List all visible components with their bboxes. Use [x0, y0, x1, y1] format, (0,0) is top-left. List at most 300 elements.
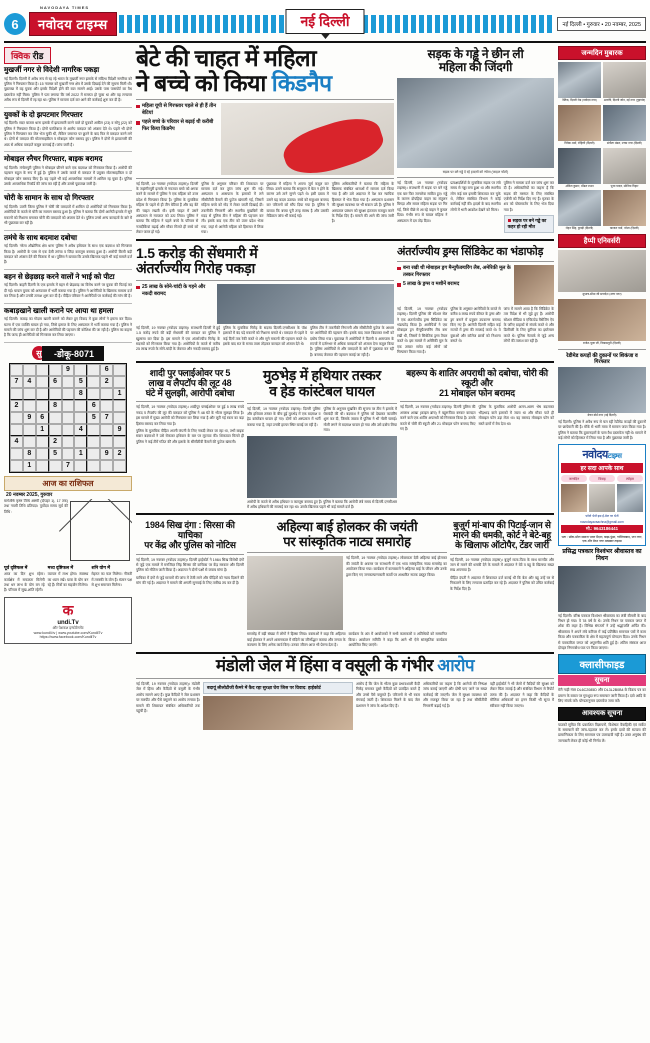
brief-headline: चोरी के सामान के साथ दो गिरफ्तार	[4, 193, 94, 203]
birthday-person	[603, 148, 646, 189]
sudoku-cell[interactable]	[100, 424, 113, 436]
story6-headline	[400, 368, 554, 398]
sudoku-cell[interactable]	[100, 460, 113, 472]
sudoku-cell[interactable]	[62, 400, 75, 412]
story-sikh-riots	[136, 518, 244, 648]
brief-item	[4, 111, 132, 153]
promo-chip: विवाह	[589, 475, 615, 482]
story2-headline-line1: 1.5 करोड़ की सेंधमारी में	[136, 244, 258, 261]
story-flyover-loot	[136, 366, 244, 510]
brief-headline: मोबाइल स्नैचर गिरफ्तार, बाइक बरामद	[4, 154, 103, 164]
sudoku-cell[interactable]: 9	[100, 448, 113, 460]
sudoku-cell[interactable]: 2	[49, 436, 62, 448]
obituary-section	[558, 549, 646, 651]
story6-body-col1: नई दिल्ली, 19 नवम्बर (नवोदय टाइम्स)। दिल्ली पुलिस की अपराध शाखा (क्राइम ब्रांच) ने बहुरूपिया बनकर वारदात करने वाले एक शातिर अपराधी को गिरफ्तार किया है। उसके कब्जे से चोरी की स्कूटी और 21 मोबाइल फोन बरामद किए गए हैं।	[400, 405, 476, 432]
sudoku-cell[interactable]	[23, 388, 36, 400]
sudoku-cell[interactable]: 1	[113, 388, 126, 400]
sudoku-cell[interactable]: 2	[10, 400, 23, 412]
promo-photo	[617, 484, 643, 512]
sudoku-header	[4, 346, 132, 361]
sudoku-cell[interactable]	[113, 436, 126, 448]
sudoku-cell[interactable]	[87, 436, 100, 448]
sudoku-cell[interactable]	[10, 448, 23, 460]
birthday-caption: विवेक शर्मा, रोहिणी (दिल्ली)	[564, 140, 595, 145]
birthday-caption: संगीता मंडल, उत्तम नगर (दिल्ली)	[606, 140, 643, 145]
sudoku-cell[interactable]	[36, 376, 49, 388]
brief-item	[4, 307, 132, 343]
birthday-caption: पूजा यादव, सोनिया विहार	[610, 183, 639, 188]
sudoku-cell[interactable]	[23, 400, 36, 412]
story3-body-col3: जांच में सामने आया है कि सिंडिकेट के तार विदेश से भी जुड़े हुए हैं। आरोपी सोशल मीडिया व एन्क्रिप्टेड मैसेजिंग ऐप के जरिए ग्राहकों से संपर्क करते थे और डिलीवरी के लिए कूरियर का इस्तेमाल करते थे। पुलिस नेटवर्क से जुड़े अन्य लोगों की तलाश कर रही है।	[503, 306, 554, 344]
sudoku-cell[interactable]: 7	[10, 376, 23, 388]
promo-note: फोटो भेजें इस ई-मेल पर भेजें	[585, 514, 619, 519]
birthday-person	[603, 190, 646, 231]
horoscope-section	[4, 476, 132, 594]
edition-city-tag: नई दिल्ली	[285, 9, 364, 34]
obituary-title: प्रसिद्ध पत्रकार विश्वंभर श्रीवास्तव का निधन	[562, 549, 642, 563]
birthday-caption: रोहन सिंह, बुराड़ी (दिल्ली)	[565, 226, 594, 231]
horoscope-note: मार्गशीर्ष कृष्ण तिथि अष्टमी (दोपहर 1), 17 तक) तथा नवमी तिथि प्रतिपदा। पूर्वोदय समय सूर्य की तिथि :	[4, 498, 68, 514]
sudoku-cell[interactable]	[49, 424, 62, 436]
top-right-headline	[397, 48, 554, 75]
story-encounter	[247, 366, 397, 510]
story3-bullet: 5 लाख के ड्रग्स व मशीनें बरामद	[397, 281, 511, 288]
top-right-photo	[397, 78, 554, 168]
brief-headline: मुखर्जी नगर से विदेशी नागरिक पकड़ा	[4, 65, 100, 74]
sudoku-cell[interactable]	[87, 448, 100, 460]
story8-body-col2: समारोह में बड़ी संख्या में लोगों ने हिस्सा लिया। वक्ताओं ने कहा कि अहिल्या बाई होलकर ने अपने शासनकाल में मंदिरों का जीर्णोद्धार कराया और जनता के कल्याण के लिए अनेक कार्य किए। उनका जीवन आज भी प्रेरणा देता है।	[247, 632, 346, 648]
birthday-caption: आरुषि, दिल्ली जोन, नई नगर (गुड़गांव)	[603, 98, 646, 102]
story5-body-col3: आरोपी के कब्जे से अवैध हथियार व कारतूस बरामद हुए हैं। पुलिस ने बताया कि आरोपी लंबे समय से दिल्ली-एनसीआर में अवैध हथियारों की सप्लाई कर रहा था। उसके खिलाफ पहले भी कई मामले दर्ज हैं।	[247, 499, 397, 509]
sudoku-cell[interactable]	[87, 388, 100, 400]
horoscope-sign-name: मध्य दृष्टिफल में	[47, 564, 74, 570]
sudoku-cell[interactable]	[113, 460, 126, 472]
right-story-body: नई दिल्ली। पुलिस ने अवैध रूप से चल रही रेडीमेड कपड़ों की दुकानों पर छापेमारी की है। मौके से भारी मात्रा में सामान जब्त किया गया है। पुलिस ने बताया कि दुकानदारों के पास वैध दस्तावेज नहीं थे। मामले में कई लोगों को हिरासत में लिया गया है और पूछताछ जारी है।	[558, 419, 647, 440]
birthday-caption: अंकित कुमार, मॉडल टाउन	[565, 183, 594, 188]
center-column	[136, 46, 554, 1021]
story3-photo	[514, 265, 554, 305]
sudoku-cell[interactable]	[49, 364, 62, 376]
sudoku-cell[interactable]	[10, 424, 23, 436]
sudoku-cell[interactable]: 7	[62, 460, 75, 472]
sudoku-cell[interactable]	[62, 376, 75, 388]
sudoku-cell[interactable]	[113, 364, 126, 376]
sudoku-cell[interactable]: 4	[10, 436, 23, 448]
right-column	[558, 46, 646, 1021]
sudoku-cell[interactable]: 6	[49, 376, 62, 388]
obituary-body: नई दिल्ली। वरिष्ठ पत्रकार विश्वंभर श्रीवास्तव का लंबी बीमारी के बाद निधन हो गया। वे 78 वर्ष के थे। उनके निधन पर पत्रकार जगत में शोक की लहर है। विभिन्न संगठनों ने उन्हें श्रद्धांजलि अर्पित की। श्रीवास्तव ने अपने लंबे करियर में कई प्रतिष्ठित समाचार पत्रों में काम किया और पत्रकारिता के क्षेत्र में महत्वपूर्ण योगदान दिया। उनके निधन से पत्रकारिता जगत को अपूरणीय क्षति हुई है। अंतिम संस्कार आज दोपहर निगमबोध घाट पर किया जाएगा।	[558, 613, 646, 650]
birthday-photo	[603, 105, 646, 141]
promo-brand-sub: टाइम्स	[607, 453, 622, 461]
horoscope-date: 20 नवम्बर 2025, गुरुवार	[6, 491, 53, 498]
sudoku-cell[interactable]: 6	[100, 364, 113, 376]
brief-body: नई दिल्ली। मंगोलपुरी पुलिस ने मोबाइल छीनने वाले एक बदमाश को गिरफ्तार किया है। आरोपी की पहचान राहुल के रूप में हुई है। पुलिस ने उसके कब्जे से वारदात में प्रयुक्त मोटरसाइकिल व दो मोबाइल फोन बरामद किए हैं। वह पहले भी कई आपराधिक मामलों में शामिल रह चुका है। पुलिस उसके आपराधिक रिकॉर्ड की जांच कर रही है और उससे पूछताछ जारी है।	[4, 165, 132, 186]
promo-brand-main: नवोदय	[582, 449, 608, 462]
anniversary-caption: राजेश-पूजा जी, विकासपुरी (दिल्ली)	[582, 340, 622, 345]
story7-headline-line1: 1984 सिख दंगा : सिरसा की याचिका	[145, 520, 235, 541]
story-bahurupiya	[400, 366, 554, 510]
sudoku-cell[interactable]	[23, 364, 36, 376]
ad-brand: undi.Tv	[57, 619, 79, 626]
bottom-body-col1: नई दिल्ली, 19 नवम्बर (नवोदय टाइम्स)। मंडोली जेल में हिंसा और कैदियों से वसूली के गंभीर आरोप सामने आए हैं। कुछ कैदियों ने जेल प्रशासन पर मारपीट और पैसे वसूलने का आरोप लगाया है। मामले की शिकायत संबंधित अधिकारियों तक पहुंची है।	[136, 681, 200, 713]
sudoku-badge: सु	[32, 346, 46, 360]
top-right-body-col1: नई दिल्ली, 19 नवम्बर (नवोदय टाइम्स)। राजधानी में सड़क पर बने गड्ढे एक बार फिर जानलेवा साबित हुए। गड्ढे के कारण दोपहिया वाहन का संतुलन बिगड़ा और सवार महिला सड़क पर गिर गई, जिसे पीछे से आ रहे वाहन ने कुचल दिया। गंभीर रूप से घायल महिला ने अस्पताल में दम तोड़ दिया।	[397, 180, 448, 223]
sudoku-cell[interactable]	[62, 448, 75, 460]
publication-logo	[29, 5, 117, 36]
brief-body: नई दिल्ली। उत्तरी जिला पुलिस ने चोरी की वारदातों में शामिल दो आरोपियों को गिरफ्तार किया है। आरोपियों के कब्जे से चोरी का सामान बरामद हुआ है। पुलिस ने बताया कि दोनों आरोपी इलाके में सूने मकानों को निशाना बनाकर चोरी की वारदातों को अंजाम देते थे। पुलिस उनसे अन्य वारदातों के बारे में भी पूछताछ कर रही है।	[4, 205, 132, 226]
sudoku-cell[interactable]	[23, 436, 36, 448]
promo-box[interactable]	[558, 444, 646, 546]
brief-item	[4, 155, 132, 191]
birthday-person	[558, 105, 601, 146]
sudoku-cell[interactable]	[36, 448, 49, 460]
classified-subtitle: सूचना	[558, 675, 646, 686]
sudoku-cell[interactable]	[100, 400, 113, 412]
story8-body-col1: नई दिल्ली, 19 नवम्बर (नवोदय टाइम्स)। लोकमाता देवी अहिल्या बाई होलकर की जयंती के अवसर पर राजधानी में एक भव्य सांस्कृतिक नाट्य समारोह का आयोजन किया गया। कार्यक्रम में कलाकारों ने अहिल्या बाई के जीवन और उनके द्वारा किए गए जनकल्याणकारी कार्यों पर आधारित नाटक प्रस्तुत किया।	[346, 556, 447, 577]
birthday-person	[558, 62, 601, 103]
quick-read-label-part1: क्विक	[11, 51, 31, 61]
ad-logo-glyph: क	[62, 601, 74, 618]
birthday-photo	[558, 190, 601, 226]
sudoku-cell[interactable]	[100, 436, 113, 448]
sudoku-cell[interactable]: 1	[23, 460, 36, 472]
dateline: नई दिल्ली • गुरुवार • 20 नवम्बर, 2025	[557, 17, 646, 31]
sudoku-section	[4, 346, 132, 473]
right-story-caption1: बेचन बोर्ड नगर (नई दिल्ली)	[587, 412, 617, 417]
quick-read-label	[4, 47, 51, 64]
ad-line3: https://www.facebook.com/KundliTv	[39, 635, 97, 640]
sudoku-title: -डोकू-8071	[42, 346, 104, 361]
masthead	[4, 5, 646, 38]
right-photo-story	[558, 353, 646, 442]
top-right-alert-text: सड़क पर बने गड्ढे का कहर हो रही मौत	[507, 218, 547, 230]
promo-chip: त्योहार	[617, 475, 643, 482]
sudoku-cell[interactable]: 2	[100, 376, 113, 388]
top-right-story	[397, 46, 554, 236]
sudoku-cell[interactable]	[74, 412, 87, 424]
story2-bullets	[136, 284, 214, 299]
left-column	[4, 46, 132, 1021]
sudoku-cell[interactable]	[87, 460, 100, 472]
promo-brand	[561, 447, 643, 462]
sudoku-cell[interactable]	[36, 388, 49, 400]
sudoku-cell[interactable]	[100, 388, 113, 400]
sudoku-cell[interactable]	[10, 388, 23, 400]
birthday-person	[603, 105, 646, 146]
sudoku-cell[interactable]: 9	[113, 424, 126, 436]
lead-body-col3: पूछताछ में महिला ने अपना जुर्म कबूल कर लिया। उसने बताया कि ससुराल में बेटा न होने के कारण उसे ताने सुनने पड़ते थे। इसी दबाव में उसने यह कदम उठाया। बच्चे को सकुशल बरामद कर परिजनों को सौंप दिया गया है। पुलिस ने बताया कि बच्चा पूरी तरह स्वस्थ है और उसकी मेडिकल जांच भी कराई गई।	[266, 181, 329, 218]
bottom-subbox-text: बदायूं लीलोटीजी कैमरे में कैद रहा सुरक्षा घेरा जिस पर विवाद: हाईकोर्ट	[203, 682, 353, 694]
top-right-headline-line2: महिला की जिंदगी	[438, 60, 513, 75]
sudoku-cell[interactable]	[49, 460, 62, 472]
sudoku-cell[interactable]	[87, 376, 100, 388]
story9-body-col1: नई दिल्ली, 19 नवम्बर (नवोदय टाइम्स)। बुजुर्ग माता-पिता के साथ मारपीट और जान से मारने की धमकी देने के मामले में अदालत ने बेटे व बहू के खिलाफ सख्त रुख अपनाया है।	[450, 557, 554, 573]
promo-photo	[561, 484, 587, 512]
classified-body: मेरी गाड़ी नंबर DL6C2085D और DL3L2B0B4 के विक्रय पत्र का प्रमाण के बाबत पर गुमशुदा रूप समाचार जारी किया है। दावे आदि के लिए संपर्क करें। योग्यतानुसार दस्तावेज जमा करें।	[558, 688, 646, 704]
sudoku-cell[interactable]	[62, 412, 75, 424]
decorative-bar-right	[339, 15, 555, 33]
lead-headline-keyword: किडनैप	[271, 69, 332, 96]
story9-headline: बुजुर्ग मां-बाप की पिटाई-जान से मारने की धमकी, कोर्ट ने बेटे-बहू के खिलाफ ऑटोपैर, टेंडर जारी	[453, 520, 551, 551]
horoscope-sign	[48, 565, 89, 594]
top-right-body-col3: पुलिस ने मामला दर्ज कर जांच शुरू कर दी है। अधिकारियों का कहना है कि सड़क की मरम्मत के लिए संबंधित एजेंसी को निर्देश दिए गए हैं। मृतका के शव को पोस्टमार्टम के लिए भेज दिया गया है।	[503, 180, 554, 212]
sudoku-cell[interactable]	[113, 400, 126, 412]
brief-item	[4, 66, 132, 108]
sudoku-cell[interactable]	[62, 424, 75, 436]
sudoku-cell[interactable]: 4	[74, 424, 87, 436]
story4-body-col1: नई दिल्ली, 19 नवम्बर (नवोदय टाइम्स)। शादीपुर फ्लाईओवर पर हुई 5 लाख रुपये नकद व लैपटॉप की लूट की वारदात को पुलिस ने 48 घंटे के भीतर सुलझा लिया है। इस मामले में मुख्य आरोपी को गिरफ्तार कर लिया गया है और लूटी गई रकम का बड़ा हिस्सा बरामद कर लिया गया है।	[136, 405, 244, 426]
notice-body: पाठकों सूचित कि प्रकाशित विज्ञापनों, विशेषतः वैवाहिकी एवं मार्केट के समाचारों की जांच-पड़ताल कर लें। इनके दावों की सत्यता की प्रामाणिकता के लिए समाचार पत्र उत्तरदायी नहीं है। उक्त अनुबंध की जानकारी लेकर ही कोई भी निर्णय लें।	[558, 722, 646, 743]
lead-headline-line2: ने बच्चे को किया	[136, 69, 272, 96]
masthead-rule	[4, 41, 646, 43]
lead-story	[136, 46, 394, 236]
fourth-section	[136, 518, 554, 648]
story6-body-col2: पुलिस के मुताबिक आरोपी अलग-अलग भेष बदलकर भीड़भाड़ वाले इलाकों में जाता था और मौका पाते ही मोबाइल फोन उड़ा लेता था। वह बरामद मोबाइल फोन को सस्ते दामों में बेच देता था।	[478, 405, 554, 426]
horoscope-sign	[91, 565, 132, 594]
anniversary-photo	[558, 250, 646, 292]
lead-bullets	[136, 103, 218, 134]
sudoku-cell[interactable]: 6	[87, 400, 100, 412]
anniversary-item	[558, 299, 646, 346]
story9-body-col2: पीड़ित दंपती ने अदालत में शिकायत दर्ज कराई थी कि बेटा और बहू उन्हें घर से निकालने के लिए लगातार प्रताड़ित कर रहे हैं। अदालत ने पुलिस को उचित कार्रवाई के निर्देश दिए हैं।	[450, 575, 554, 591]
notice-title: आवश्यक सूचना	[558, 707, 646, 721]
sudoku-cell[interactable]: 4	[23, 376, 36, 388]
sudoku-cell[interactable]: 1	[36, 424, 49, 436]
sudoku-cell[interactable]	[74, 364, 87, 376]
lead-headline-line1: बेटे की चाहत में महिला	[136, 45, 317, 71]
birthday-section-title: जन्मदिन मुबारक	[558, 46, 646, 60]
story5-body-col2: पुलिस के अनुसार मुखबिर की सूचना पर टीम ने इलाके में घेराबंदी की थी। बदमाश ने पुलिस को देखकर फायरिंग शुरू कर दी, जिसके जवाब में पुलिस ने भी गोली चलाई। गोली लगने से बदमाश घायल हो गया और उसे दबोच लिया गया।	[323, 406, 397, 433]
sudoku-cell[interactable]: 7	[100, 412, 113, 424]
birthday-caption: काजल वर्मा, नरेला (दिल्ली)	[609, 226, 640, 231]
horoscope-title: आज का राशिफल	[4, 476, 132, 491]
birthday-caption: नैतिक, दिल्ली रोड (नवोदय नगर)	[562, 98, 597, 102]
top-right-photo-caption: सड़क पर बने गड्ढे दे रहे हादसों को न्योता (फाइल फोटो)	[442, 169, 509, 174]
bottom-body-col3: अधिकारियों का कहना है कि आरोपों की निष्पक्ष जांच कराई जाएगी और दोषी पाए जाने पर सख्त कार्रवाई की जाएगी। जेल में सुरक्षा व्यवस्था को और मजबूत किया जा रहा है तथा सीसीटीवी निगरानी बढ़ाई गई है।	[423, 681, 487, 708]
bottom-body-col2: आरोप है कि जेल के भीतर कुछ प्रभावशाली कैदी गिरोह बनाकर दूसरे कैदियों को प्रताड़ित करते हैं और उनसे पैसे वसूलते हैं। परिजनों से भी रकम मंगवाई जाती है। शिकायत मिलने के बाद जेल प्रशासन ने जांच के आदेश दिए हैं।	[356, 681, 420, 708]
horoscope-sign-name: शनि योग में	[91, 564, 110, 570]
brief-headline: कबाड़खाने खाली कराने पर आया था हमला	[4, 305, 114, 315]
bottom-subbox	[203, 682, 353, 730]
sudoku-cell[interactable]: 8	[23, 448, 36, 460]
third-section	[136, 366, 554, 510]
story2-body-col2: पुलिस के मुताबिक गिरोह के सदस्य दिल्ली-एनसीआर के पॉश इलाकों में बंद पड़े मकानों को निशाना बनाते थे। वारदात से पहले वे कई दिनों तक रेकी करते थे और सूने मकानों की पहचान करते थे। इसके बाद रात के समय ताला तोड़कर वारदात को अंजाम देते थे।	[223, 325, 307, 347]
brief-item	[4, 273, 132, 304]
sudoku-cell[interactable]: 9	[23, 412, 36, 424]
birthday-photo	[558, 105, 601, 141]
sudoku-cell[interactable]: 5	[87, 412, 100, 424]
birthday-photo-grid	[558, 62, 646, 231]
story-elderly-parents	[450, 518, 554, 648]
quick-read-label-part2: रीड	[32, 51, 44, 61]
sudoku-cell[interactable]: 1	[74, 448, 87, 460]
birthday-photo	[558, 148, 601, 184]
horoscope-sign-text: व्यापार में लाभ होगा। स्वास्थ्य का ध्यान रखें। यात्रा के योग बन रहे हैं। मित्रों का सहयोग मिलेगा।	[47, 572, 89, 588]
right-story-photo	[558, 367, 646, 413]
brief-body: नई दिल्ली। सदर बाजार थाना इलाके में झपटमारी करने वाले दो युवकों अकील (23) व सोनू (22) को पुलिस ने गिरफ्तार किया है। दोनों फर्राटेबाज से आरोप वारदात को अंजाम देते थे। पहले भी दोनों पुलिस ने गिरफ्तार कर जेल भेज चुकी थी, लेकिन जमानत पर छूटने के बाद फिर से वारदात करने लगे थे। दोनों से वारदात की मोटरसाइकिल व मोबाइल फोन बरामद हुए। पुलिस ने दोनों से झपटमारी की आठ से अधिक वारदातें कबूल करवाई हैं। जांच जारी है।	[4, 121, 132, 147]
birthday-photo	[603, 148, 646, 184]
top-right-headline-line1: सड़क के गड्ढे ने छीन ली	[427, 47, 524, 61]
bottom-body-col4: वहीं हाईकोर्ट ने भी जेलों में कैदियों की सुरक्षा को लेकर चिंता जताई है और संबंधित विभाग से रिपोर्ट तलब की है। अदालत ने कहा कि कैदियों के मौलिक अधिकारों का हनन किसी भी सूरत में स्वीकार नहीं किया जाएगा।	[490, 681, 554, 708]
brief-item	[4, 234, 132, 270]
sudoku-cell[interactable]	[36, 364, 49, 376]
birthday-person	[558, 148, 601, 189]
story2-body-col3: पुलिस टीम ने तकनीकी निगरानी और सीसीटीवी फुटेज के आधार पर आरोपियों की पहचान की। इसके बाद जाल बिछाकर सभी को दबोच लिया गया। पूछताछ में आरोपियों ने दिल्ली व आसपास के राज्यों में दर्जनभर से अधिक वारदातों को अंजाम देना कबूल किया है। पुलिस आरोपियों से और वारदातों के बारे में पूछताछ कर रही है। बरामद जेवरात की पहचान कराई जा रही है।	[310, 325, 394, 357]
publication-logo-latin: NAVODAYA TIMES	[40, 5, 90, 10]
top-right-body-col2: प्रत्यक्षदर्शियों के मुताबिक सड़क पर लंबे समय से गड्ढा बना हुआ था और स्थानीय लोग कई बार इसकी शिकायत कर चुके थे, लेकिन संबंधित विभाग ने कोई कार्रवाई नहीं की। हादसे के बाद स्थानीय लोगों में भारी आक्रोश देखने को मिला।	[450, 180, 501, 212]
story2-bullet: 25 लाख के सोने-चांदी के गहने और नकदी बरामद	[136, 284, 214, 299]
page-number-badge: 6	[4, 13, 26, 35]
promo-address: पता : छोटा-मोटा समाज भवन मैदान, बाड़ा-पुंछा, गाजियाबाद, जन नगर, एक और मेरठ नगर अखबार टाइम्स	[561, 535, 643, 544]
newspaper-page	[0, 5, 650, 1043]
sudoku-cell[interactable]	[49, 388, 62, 400]
anniversary-section-title: हैप्पी एनिवर्सरी	[558, 234, 646, 248]
birthday-photo	[603, 190, 646, 226]
story4-headline-line1: शादी पुर फ्लाईओवर पर 5	[149, 368, 231, 379]
story2-photo	[217, 284, 394, 324]
bottom-banner-headline-keyword: आरोप	[437, 655, 475, 675]
lead-bullet: पहले बच्चे के परिवार से बढ़ाई थी करीबी फिर किया किडनैप	[136, 119, 218, 134]
story8-headline	[247, 520, 447, 549]
story5-headline-line2: व हेड कांस्टेबल घायल	[269, 382, 375, 399]
story5-body-col1: नई दिल्ली, 19 नवम्बर (नवोदय टाइम्स)। दिल्ली पुलिस और हथियार तस्कर के बीच हुई मुठभेड़ में एक बदमाश व हेड कांस्टेबल घायल हो गए। दोनों को अस्पताल में भर्ती कराया गया है, जहां उनकी हालत स्थिर बताई जा रही है।	[247, 406, 321, 427]
sudoku-cell[interactable]	[36, 436, 49, 448]
brief-headline: बहन से छेड़छाड़ करने वालों ने भाई को पीटा	[4, 271, 115, 281]
story4-body-col2: पुलिस के मुताबिक पीड़ित अपनी कंपनी के लिए नकदी लेकर जा रहा था, तभी बाइक सवार बदमाशों ने उसे रोककर हथियार के बल पर लूटपाट की। शिकायत मिलते ही पुलिस ने कई टीमें गठित कीं और इलाके के सीसीटीवी कैमरों की फुटेज खंगाली।	[136, 429, 244, 444]
anniversary-item	[558, 250, 646, 297]
classified-section	[558, 654, 646, 744]
sudoku-cell[interactable]: 5	[49, 448, 62, 460]
story7-headline	[136, 520, 244, 550]
story-burglary	[136, 244, 394, 359]
bottom-banner-headline	[136, 657, 554, 675]
publication-logo-text: नवोदय टाइम्स	[38, 17, 108, 32]
ad-line1: और पेशकश इन्फोटेनमेंट	[52, 625, 84, 630]
story8-photo	[247, 556, 343, 630]
story6-headline-line2: 21 मोबाइल फोन बरामद	[439, 388, 515, 399]
kundli-tv-ad[interactable]	[4, 597, 132, 644]
sudoku-cell[interactable]	[49, 412, 62, 424]
promo-tagline: हर सदा आपके साथ	[561, 463, 643, 473]
story3-bullets	[397, 265, 511, 289]
top-section	[136, 46, 554, 236]
top-right-alert-box	[504, 215, 554, 233]
sudoku-cell[interactable]	[10, 460, 23, 472]
promo-chip: जन्मदिन	[561, 475, 587, 482]
bottom-banner-headline-plain: मंडोली जेल में हिंसा व वसूली के गंभीर	[215, 655, 438, 675]
horoscope-sign-name: पूर्व दृष्टिफल में	[4, 564, 28, 570]
lead-headline	[136, 46, 394, 96]
birthday-photo	[603, 62, 646, 98]
second-section	[136, 244, 554, 359]
horoscope-sign-text: मेहनत का फल मिलेगा। नौकरी में तरक्की के योग हैं। संतान पक्ष से शुभ समाचार मिलेगा।	[91, 572, 133, 588]
birthday-photo	[558, 62, 601, 98]
brief-body: नई दिल्ली। कबाड़ का गोदाम खाली कराने को लेकर हुए विवाद में कुछ लोगों ने हमला कर दिया। घटना में एक व्यक्ति घायल हो गया, जिसे इलाज के लिए अस्पताल में भर्ती कराया गया है। पुलिस ने मामले की जांच शुरू कर दी है और आरोपियों की पहचान की कोशिश की जा रही है। पुलिस का कहना है कि जल्द ही आरोपियों को गिरफ्तार कर लिया जाएगा।	[4, 317, 132, 338]
bottom-banner-story	[136, 657, 554, 730]
sudoku-cell[interactable]	[113, 376, 126, 388]
story4-headline-line3: घंटे में सुलझी, आरोपी दबोचा	[145, 388, 235, 399]
kundali-chart	[70, 501, 130, 561]
promo-photo	[589, 484, 615, 512]
story4-headline-line2: लाख व लैपटॉप की लूट 48	[148, 378, 232, 389]
story2-body-col1: नई दिल्ली, 19 नवम्बर (नवोदय टाइम्स)। राजधानी दिल्ली में हुई 1.5 करोड़ रुपये की बड़ी सेंधमारी की वारदात का पुलिस ने खुलासा कर दिया है। इस मामले में एक अंतर्राज्यीय गिरोह के सदस्यों को गिरफ्तार किया गया है। आरोपियों के कब्जे से करीब 25 लाख रुपये के सोने-चांदी के जेवरात और नकदी बरामद हुई है।	[136, 325, 220, 352]
promo-chips	[561, 475, 643, 482]
sudoku-cell[interactable]: 2	[113, 448, 126, 460]
birthday-person	[558, 190, 601, 231]
brief-item	[4, 194, 132, 230]
sudoku-cell[interactable]	[74, 436, 87, 448]
sudoku-cell[interactable]: 5	[74, 376, 87, 388]
story7-body-col1: नई दिल्ली, 19 नवम्बर (नवोदय टाइम्स)। दिल्ली हाईकोर्ट ने 1984 सिख विरोधी दंगों से जुड़े एक मामले में मनजिंदर सिंह सिरसा की याचिका पर केंद्र सरकार और दिल्ली पुलिस को नोटिस जारी किया है। अदालत ने दोनों पक्षों से जवाब मांगा है।	[136, 557, 244, 573]
page-columns	[4, 46, 646, 1021]
brief-body: नई दिल्ली। नरेला औद्योगिक क्षेत्र थाना पुलिस ने अवैध हथियार के साथ एक बदमाश को गिरफ्तार किया है। आरोपी के पास से एक देसी तमंचा व जिंदा कारतूस बरामद हुआ है। आरोपी किसी बड़ी वारदात को अंजाम देने की फिराक में था। पुलिस ने बताया कि उसके खिलाफ पहले भी कई मामले दर्ज हैं।	[4, 244, 132, 265]
story2-headline-line2: अंतर्राज्यीय गिरोह पकड़ा	[136, 260, 255, 277]
right-story-title: रेडीमेड कपड़ों की दुकानों पर शिकंजा व गिरफ्तार	[566, 352, 638, 365]
sudoku-cell[interactable]: 9	[62, 364, 75, 376]
sudoku-grid[interactable]	[9, 363, 127, 473]
sudoku-cell[interactable]	[87, 424, 100, 436]
sudoku-cell[interactable]: 8	[49, 400, 62, 412]
lead-body-col1: नई दिल्ली, 19 नवम्बर (नवोदय टाइम्स)। दिल्ली के जहांगीरपुरी इलाके से नवजात बच्चे को अगवा करने के मामले में पुलिस ने एक महिला को उत्तर प्रदेश से गिरफ्तार किया है। पुलिस के मुताबिक महिला के पहले से ही तीन बेटियां हैं और वह बेटे की चाहत रखती थी। इसी चाहत में उसने अस्पताल से नवजात को उठा लिया। पुलिस ने बताया कि महिला ने पहले बच्चे के परिवार से नजदीकियां बढ़ाईं और मौका मिलते ही बच्चे को लेकर फरार हो गई।	[136, 181, 199, 235]
lead-bullet: महिला यूपी से गिरफ्तार पहले से ही हैं तीन बेटियां	[136, 103, 218, 118]
sudoku-cell[interactable]	[62, 388, 75, 400]
horoscope-sign-text: आज का दिन शुभ रहेगा। कार्यक्षेत्र में सफलता मिलेगी तथा धन लाभ के योग बन रहे हैं। परिवार में सुख-शांति रहेगी।	[4, 572, 45, 593]
story8-body-col3: कार्यक्रम के अंत में आयोजकों ने सभी कलाकारों व अतिथियों को सम्मानित किया। आयोजन समिति ने कहा कि आगे भी ऐसे सांस्कृतिक कार्यक्रम आयोजित किए जाएंगे।	[348, 632, 447, 648]
story3-bullet: बना रखी थी मोबाइल ड्रग मैन्युफैक्चरिंग लैब, अमेरिकी मूल के तस्कर गिरफ्तार	[397, 265, 511, 280]
story5-photo	[247, 436, 397, 498]
birthday-person	[603, 62, 646, 103]
story-ahilya-bai	[247, 518, 447, 648]
brief-headline: युवकों के दो झपटमार गिरफ्तार	[4, 109, 83, 119]
story8-headline-line2: पर सांस्कृतिक नाट्य समारोह	[283, 533, 411, 549]
brief-body: नई दिल्ली। बाहरी दिल्ली के एक इलाके में बहन से छेड़छाड़ का विरोध करने पर युवक की पिटाई कर दी गई। घायल युवक को अस्पताल में भर्ती कराया गया है। पुलिस ने आरोपियों के खिलाफ मामला दर्ज कर लिया है और उनकी तलाश शुरू कर दी है। पीड़ित परिवार ने आरोपियों पर कार्रवाई की मांग की है।	[4, 283, 132, 299]
lead-body-col2: पुलिस के अनुसार परिवार की शिकायत पर मामला दर्ज कर तुरंत जांच शुरू की गई। अस्पताल व आसपास के इलाकों में लगे सीसीटीवी कैमरों की फुटेज खंगाली गई, जिसमें महिला बच्चे को गोद में लेकर जाती दिखाई दी। तकनीकी निगरानी और स्थानीय मुखबिरों की मदद से पुलिस टीम ने महिला की पहचान कर ली। इसके बाद एक टीम को उत्तर प्रदेश भेजा गया, जहां से आरोपी महिला को हिरासत में लिया गया।	[201, 181, 264, 235]
brief-body: नई दिल्ली। दिल्ली में अवैध रूप से रह रहे भारत के मुखर्जी नगर इलाके से संदिग्ध विदेशी नागरिक को पुलिस ने गिरफ्तार किया है। 15 नवम्बर को मुखर्जी नगर क्षेत्र में उसके दिखाई देने की सूचना मिली थी। पूछताछ में वह युवक और इसके विदेशी होने की बात सामने आई। उसके पास पासपोर्ट का वैध दस्तावेज नहीं मिला। पुलिस ने पता लगाया कि वर्ष 2022 में समाप्त हो चुका था और वह लगातार अवैध रूप से दिल्ली में रह रहा था। पुलिस ने मामला दर्ज कर आगे की कार्रवाई शुरू कर दी है।	[4, 76, 132, 103]
sudoku-cell[interactable]	[23, 424, 36, 436]
sudoku-cell[interactable]	[36, 400, 49, 412]
story2-headline	[136, 246, 394, 277]
lead-photo	[221, 103, 394, 175]
story3-headline: अंतर्राज्यीय ड्रग्स सिंडिकेट का भंडाफोड़	[397, 245, 544, 258]
story4-headline	[136, 368, 244, 398]
story3-body-col2: पुलिस के अनुसार आरोपियों के कब्जे से करीब 5 लाख रुपये कीमत के ड्रग्स और ड्रग बनाने में प्रयुक्त उपकरण बरामद किए गए हैं। आरोपी दिल्ली सहित कई राज्यों में ड्रग्स की सप्लाई करते थे। वे युवाओं और कॉलेज छात्रों को निशाना बनाते थे।	[450, 306, 501, 344]
story8-headline-line1: अहिल्या बाई होलकर की जयंती	[276, 519, 418, 535]
story-drugs	[397, 244, 554, 359]
anniversary-caption: सुभाष-सीमा जी सप्तदेश (उत्तर नगर)	[582, 292, 622, 296]
story5-headline	[247, 368, 397, 399]
anniversary-photo	[558, 299, 646, 341]
story5-headline-line1: मुठभेड़ में हथियार तस्कर	[262, 367, 382, 384]
sudoku-cell[interactable]: 8	[74, 388, 87, 400]
sudoku-cell[interactable]	[74, 460, 87, 472]
promo-email[interactable]: navodayavaachna@gmail.com	[580, 520, 624, 525]
horoscope-sign	[4, 565, 45, 594]
sudoku-cell[interactable]	[87, 364, 100, 376]
story7-headline-line2: पर केंद्र और पुलिस को नोटिस	[144, 540, 236, 551]
bottom-subbox-photo	[203, 696, 353, 730]
sudoku-cell[interactable]	[36, 460, 49, 472]
ad-line2: www.kundli.tv | www.youtube.com/KundliTv	[33, 630, 103, 635]
classified-title: क्लासीफाइड	[558, 654, 646, 674]
promo-phone: मो.: 9643186441	[561, 525, 643, 533]
sudoku-cell[interactable]	[10, 412, 23, 424]
obituary-photo	[558, 566, 646, 612]
sudoku-cell[interactable]	[62, 436, 75, 448]
sudoku-cell[interactable]	[113, 412, 126, 424]
sudoku-cell[interactable]	[10, 364, 23, 376]
sudoku-cell[interactable]: 6	[36, 412, 49, 424]
sudoku-cell[interactable]	[74, 400, 87, 412]
